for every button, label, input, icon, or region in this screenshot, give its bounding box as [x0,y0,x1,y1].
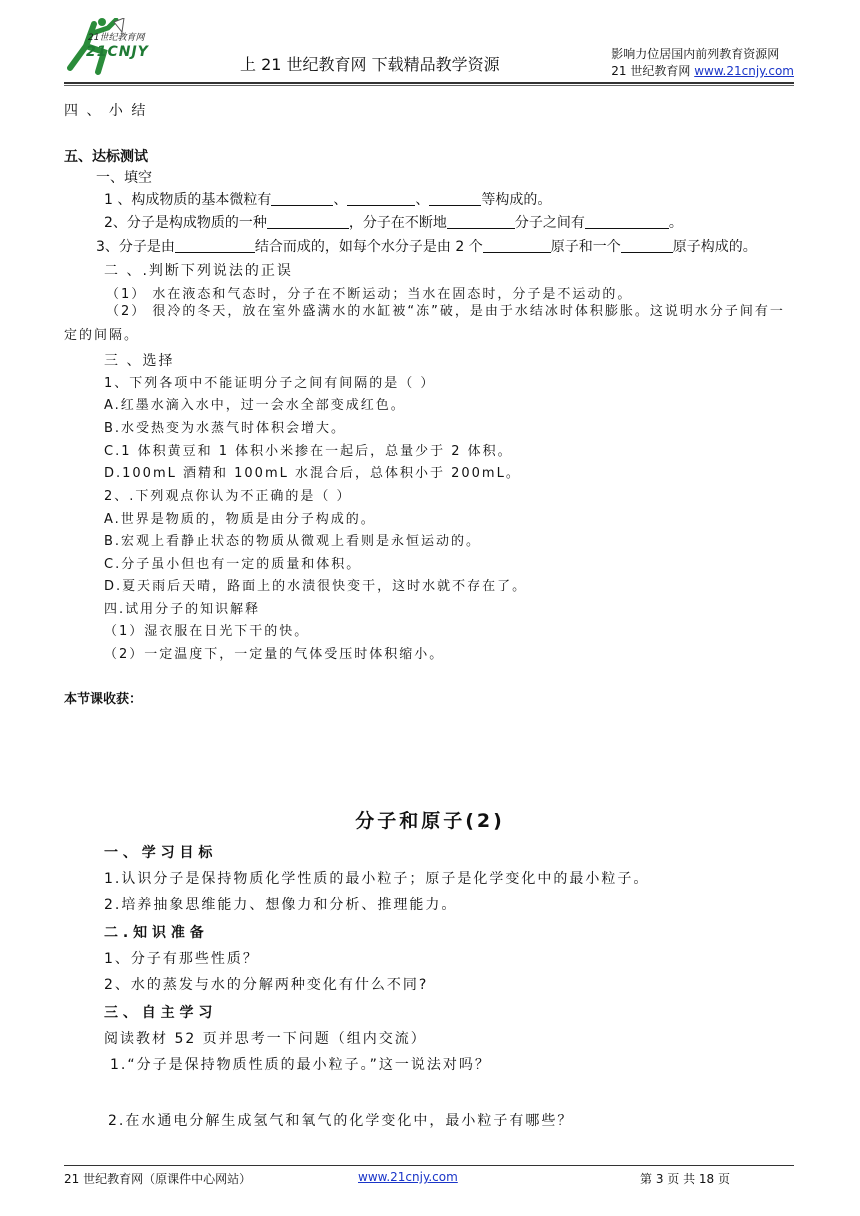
prep-heading: 二 . 知 识 准 备 [104,925,204,941]
choice-q1-option-d: D.100mL 酒精和 100mL 水混合后，总体积小于 200mL。 [104,466,521,481]
explain-item-2: （2）一定温度下，一定量的气体受压时体积缩小。 [104,647,445,662]
fill-question-3: 3、分子是由 结合而成的，如每个水分子是由 2 个 原子和一个 原子构成的。 [96,239,757,255]
header-divider-thin [64,85,794,86]
test-heading: 五、达标测试 [64,149,148,165]
header-tagline: 影响力位居国内前列教育资源网 [611,47,780,61]
judge-heading: 二 、.判断下列说法的正误 [104,263,293,279]
fill-question-2: 2、分子是构成物质的一种 ，分子在不断地 分子之间有 。 [104,215,683,231]
self-study-question-2: 2.在水通电分解生成氢气和氧气的化学变化中，最小粒子有哪些？ [108,1113,574,1129]
footer-divider [64,1165,794,1166]
choice-question-2: 2、.下列观点你认为不正确的是（ ） [104,489,352,504]
fill-heading: 一、填空 [96,170,152,186]
header-slogan: 上 21 世纪教育网 下载精品教学资源 [240,55,500,74]
prep-question-1: 1、分子有那些性质？ [104,951,259,967]
fill-question-1: 1 、构成物质的基本微粒有 、 、 等构成的。 [104,192,552,208]
choice-q1-option-a: A.红墨水滴入水中，过一会水全部变成红色。 [104,398,406,413]
footer-link[interactable]: www.21cnjy.com [358,1170,458,1184]
choice-q2-option-b: B.宏观上看静止状态的物质从微观上看则是永恒运动的。 [104,534,482,549]
choice-heading: 三 、选择 [104,353,175,369]
judge-statement-1: （1） 水在液态和气态时，分子在不断运动；当水在固态时，分子是不运动的。 [106,287,633,302]
choice-q2-option-c: C.分子虽小但也有一定的质量和体积。 [104,557,362,572]
choice-q2-option-d: D.夏天雨后天晴，路面上的水渍很快变干，这时水就不存在了。 [104,579,528,594]
explain-item-1: （1）湿衣服在日光下干的快。 [104,624,310,639]
header-divider [64,82,794,84]
goal-1: 1.认识分子是保持物质化学性质的最小粒子；原子是化学变化中的最小粒子。 [104,871,650,887]
logo-text-bottom: 21CNJY [86,44,149,60]
prep-question-2: 2、水的蒸发与水的分解两种变化有什么不同? [104,977,429,993]
judge-statement-2: （2） 很冷的冬天，放在室外盛满水的水缸被“冻”破，是由于水结冰时体积膨胀。这说明水分子间有一定的间隔。 [64,304,785,343]
goals-heading: 一 、 学 习 目 标 [104,845,213,861]
goal-2: 2.培养抽象思维能力、想像力和分析、推理能力。 [104,897,458,913]
section-title: 分子和原子(2) [355,810,505,832]
logo-text-top: 21世纪教育网 [88,33,145,43]
logo [64,18,184,80]
choice-q1-option-c: C.1 体积黄豆和 1 体积小米掺在一起后，总量少于 2 体积。 [104,444,513,459]
self-study-question-1: 1.“分子是保持物质性质的最小粒子。”这一说法对吗？ [110,1057,491,1073]
footer-left: 21 世纪教育网（原课件中心网站） [64,1172,252,1186]
header-site-link[interactable]: www.21cnjy.com [694,64,794,78]
choice-question-1: 1、下列各项中不能证明分子之间有间隔的是（ ） [104,376,436,391]
summary-heading: 四 、 小 结 [64,103,148,119]
choice-q2-option-a: A.世界是物质的，物质是由分子构成的。 [104,512,376,527]
self-study-heading: 三 、 自 主 学 习 [104,1005,213,1021]
explain-heading: 四.试用分子的知识解释 [104,602,261,617]
choice-q1-option-b: B.水受热变为水蒸气时体积会增大。 [104,421,347,436]
footer-page-number: 第 3 页 共 18 页 [640,1172,730,1186]
header-site-name: 21 世纪教育网 [611,64,695,78]
header-right [611,46,794,80]
harvest-label: 本节课收获： [64,692,143,707]
self-study-intro: 阅读教材 52 页并思考一下问题（组内交流） [104,1031,427,1047]
